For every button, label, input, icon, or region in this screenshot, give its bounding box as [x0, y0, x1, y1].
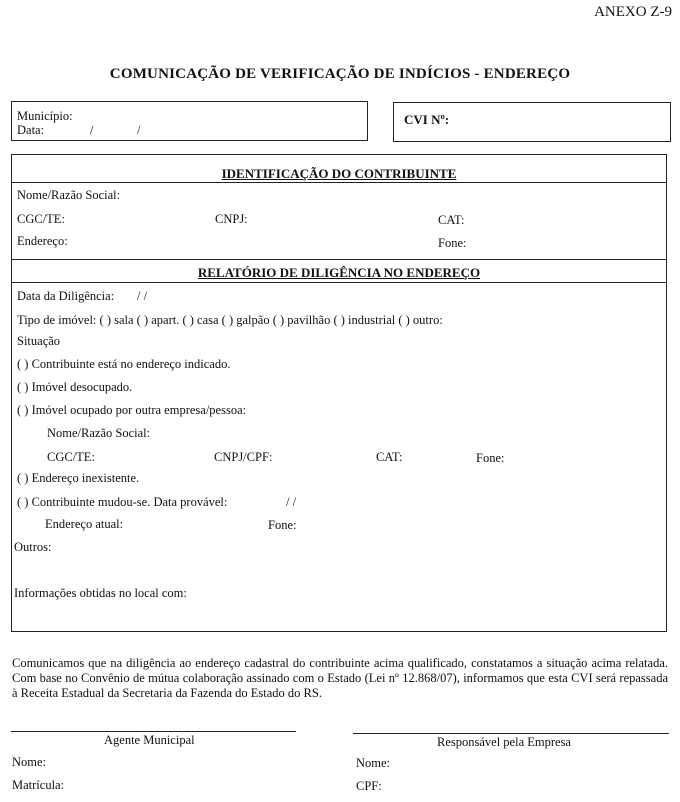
comunicado-paragraph: Comunicamos que na diligência ao endereço cadastral do contribuinte acima qualificado, constatamos a situação acima relatada. Com base no Convênio de mútua colaboração assinado com o Estado (Lei nº 12.868/07), informamos que esta CVI será repassada à Receita Estadual da Secretaria da Fazenda do Estado do RS. [12, 656, 668, 700]
option-contribuinte-indicado: ( ) Contribuinte está no endereço indicado. [17, 357, 231, 371]
option-contribuinte-mudou: ( ) Contribuinte mudou-se. Data provável: [17, 495, 228, 509]
ident-nome-label: Nome/Razão Social: [17, 188, 121, 202]
endereco-atual-fone-label: Fone: [268, 518, 297, 532]
ident-cnpj-label: CNPJ: [215, 212, 248, 226]
data-diligencia-slashes: / / [137, 289, 148, 303]
annex-label: ANEXO Z-9 [594, 4, 672, 20]
ident-fone-label: Fone: [438, 236, 467, 250]
relatorio-top-line [11, 259, 667, 260]
ident-cat-label: CAT: [438, 213, 465, 227]
data-slash-2: / [137, 123, 141, 137]
ident-cgc-label: CGC/TE: [17, 212, 65, 226]
page-title: COMUNICAÇÃO DE VERIFICAÇÃO DE INDÍCIOS - ENDEREÇO [109, 66, 571, 82]
endereco-atual-label: Endereço atual: [45, 517, 124, 531]
ocupado-cat-label: CAT: [376, 450, 403, 464]
responsavel-nome-label: Nome: [356, 756, 391, 770]
ocupado-cgc-label: CGC/TE: [47, 450, 95, 464]
responsavel-signature-line [353, 733, 669, 734]
data-diligencia-label: Data da Diligência: [17, 289, 115, 303]
cvi-label: CVI Nº: [404, 112, 450, 127]
option-imovel-desocupado: ( ) Imóvel desocupado. [17, 380, 133, 394]
agente-signature-line [11, 731, 296, 732]
ocupado-fone-label: Fone: [476, 451, 505, 465]
tipo-imovel-line: Tipo de imóvel: ( ) sala ( ) apart. ( ) casa ( ) galpão ( ) pavilhão ( ) industrial ( ) outro: [17, 313, 443, 327]
responsavel-empresa-label: Responsável pela Empresa [437, 735, 571, 749]
ident-heading-top-line [11, 182, 667, 183]
informacoes-label: Informações obtidas no local com: [14, 586, 187, 600]
data-slash-1: / [90, 123, 94, 137]
mudou-date-slashes: / / [286, 495, 297, 509]
option-endereco-inexistente: ( ) Endereço inexistente. [17, 471, 140, 485]
situacao-label: Situação [17, 334, 61, 348]
agente-matricula-label: Matrícula: [12, 778, 65, 792]
agente-municipal-label: Agente Municipal [104, 733, 195, 747]
identificacao-heading: IDENTIFICAÇÃO DO CONTRIBUINTE [221, 166, 457, 181]
municipio-label: Município: [17, 109, 73, 123]
outros-label: Outros: [14, 540, 52, 554]
relatorio-heading: RELATÓRIO DE DILIGÊNCIA NO ENDEREÇO [197, 265, 481, 280]
responsavel-cpf-label: CPF: [356, 779, 382, 793]
agente-nome-label: Nome: [12, 755, 47, 769]
ocupado-cnpj-label: CNPJ/CPF: [214, 450, 273, 464]
relatorio-heading-bottom-line [11, 282, 667, 283]
ocupado-nome-label: Nome/Razão Social: [47, 426, 151, 440]
data-label: Data: [17, 123, 45, 137]
ident-endereco-label: Endereço: [17, 234, 68, 248]
option-imovel-ocupado: ( ) Imóvel ocupado por outra empresa/pessoa: [17, 403, 247, 417]
